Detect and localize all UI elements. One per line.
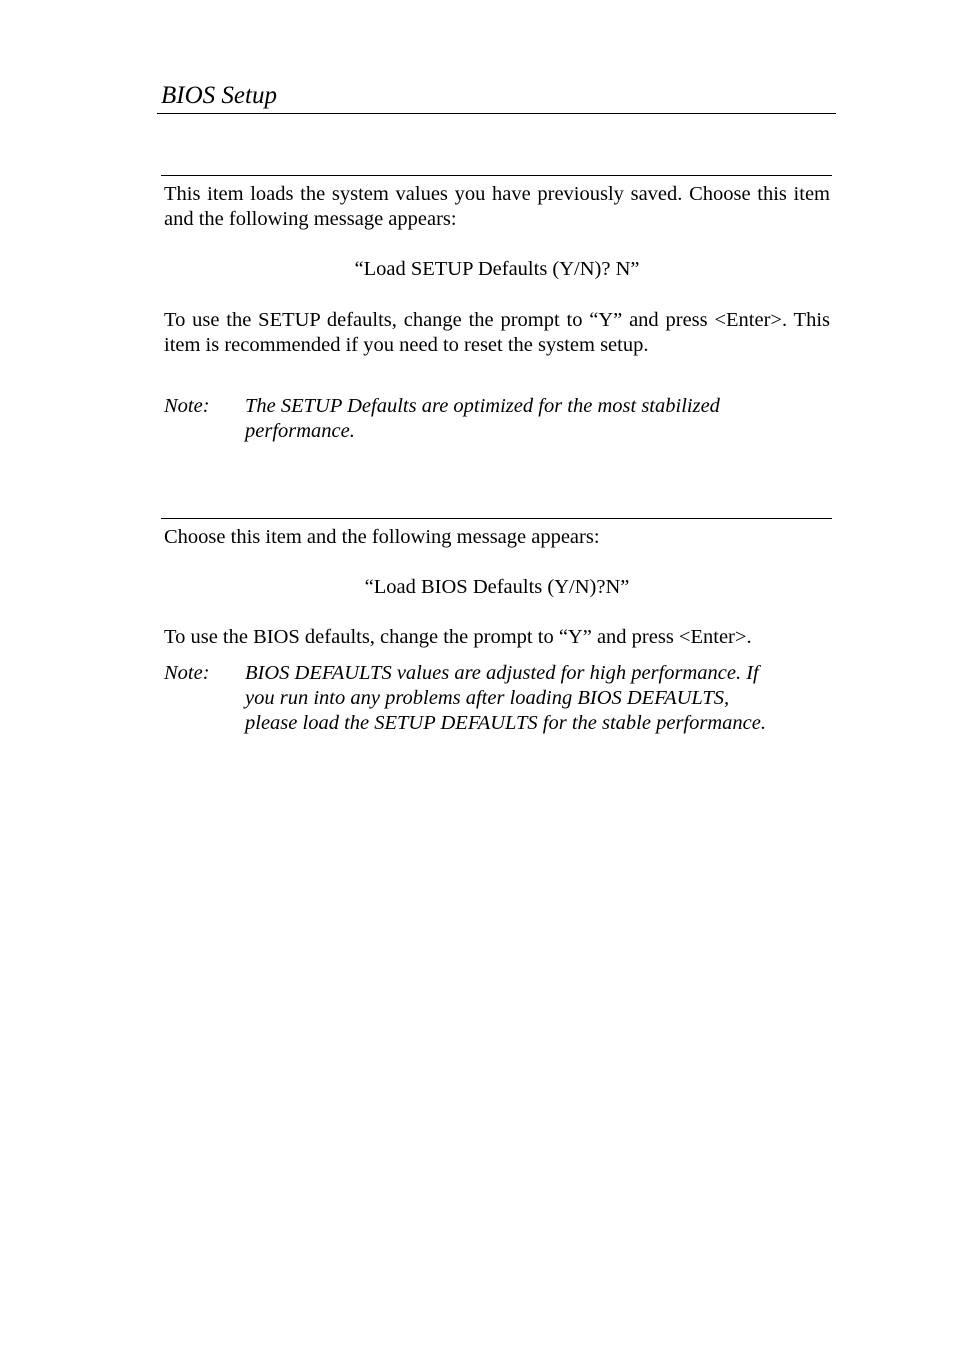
note-line: please load the SETUP DEFAULTS for the stable performance.: [245, 712, 766, 734]
note-line: performance.: [245, 420, 355, 442]
bios-defaults-section-rule: [161, 518, 832, 519]
note-line: The SETUP Defaults are optimized for the most stabilized: [245, 395, 720, 417]
note-label: Note:: [164, 662, 210, 684]
bios-defaults-message: “Load BIOS Defaults (Y/N)?N”: [364, 576, 630, 598]
header-rule: [157, 113, 836, 114]
setup-defaults-section-rule: [161, 175, 832, 176]
note-label: Note:: [164, 395, 210, 417]
setup-defaults-message: “Load SETUP Defaults (Y/N)? N”: [354, 258, 640, 280]
setup-defaults-instructions: To use the SETUP defaults, change the prompt to “Y” and press <Enter>. This item is recommended if you need to reset the system setup.: [164, 309, 830, 356]
bios-defaults-intro: Choose this item and the following message appears:: [164, 526, 600, 548]
bios-defaults-instructions: To use the BIOS defaults, change the prompt to “Y” and press <Enter>.: [164, 626, 752, 648]
note-line: BIOS DEFAULTS values are adjusted for high performance. If: [245, 662, 759, 684]
note-body: [245, 394, 720, 444]
page-header-title: BIOS Setup: [161, 82, 277, 109]
note-body: [245, 661, 766, 736]
setup-defaults-intro: This item loads the system values you have previously saved. Choose this item and the following message appears:: [164, 183, 830, 230]
note-line: you run into any problems after loading BIOS DEFAULTS,: [245, 687, 730, 709]
